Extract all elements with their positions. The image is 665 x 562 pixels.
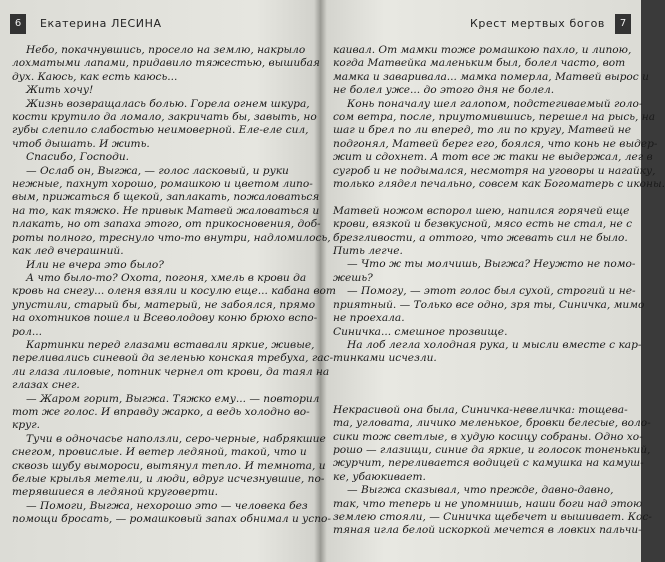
text-line: Тучи в одночасье наползли, серо-черные, набрякшие bbox=[26, 432, 326, 445]
text-line: не проехала. bbox=[333, 312, 405, 325]
text-line: так, что теперь и не упомнишь, наши боги над этою bbox=[333, 497, 643, 510]
text-line: Картинки перед глазами вставали яркие, живые, bbox=[26, 338, 315, 351]
text-line: Пить легче. bbox=[333, 245, 403, 258]
text-line: переливались синевой да зеленью конская требуха, гас- bbox=[12, 352, 334, 365]
text-line: шаг и брел по ли вперед, то ли по кругу, Матвей не bbox=[333, 124, 632, 137]
text-line: землею стояли, — Синичка щебечет и вышивает. Кос- bbox=[333, 510, 652, 523]
text-line: сики тож светлые, в худую косицу собраны. Одно хо- bbox=[333, 430, 643, 443]
text-line: как лед вчерашний. bbox=[12, 245, 124, 258]
text-line: упустили, старый бы, матерый, не забоялся, прямо bbox=[12, 298, 316, 311]
text-line: терявшиеся в ледяной круговерти. bbox=[12, 486, 218, 499]
text-line: ке, убаюкивает. bbox=[333, 470, 426, 483]
text-line: жит и сдохнет. А тот все ж таки не выдержал, лег в bbox=[333, 151, 653, 164]
text-line: мамка и заваривала... мамка померла, Матвей вырос и bbox=[333, 70, 649, 83]
text-line: кровь на снегу... оленя взяли и косулю еще... кабана вот bbox=[12, 285, 336, 298]
text-line: чтоб дышать. И жить. bbox=[12, 137, 150, 150]
left-page-text bbox=[12, 44, 336, 562]
paragraph-gap bbox=[333, 366, 629, 404]
right-page-header bbox=[335, 14, 631, 34]
text-line: та, угловата, личико меленькое, бровки белесые, воло- bbox=[333, 417, 651, 430]
text-line: — Помоги, Выгжа, нехорошо это — человека без bbox=[26, 499, 308, 512]
running-head-title: Крест мертвых богов bbox=[469, 17, 605, 30]
text-line: плакать, но от запаха этого, от прикосновения, доб- bbox=[12, 218, 321, 231]
text-line: сом ветра, после, приутомившись, перешел на рысь, на bbox=[333, 111, 656, 124]
page-number: 7 bbox=[615, 14, 631, 34]
text-line: брезгливости, а оттого, что жевать сил не было. bbox=[333, 231, 628, 244]
text-line: сквозь шубу вымороси, вытянул тепло. И темнота, и bbox=[12, 459, 326, 472]
text-line: нежные, пахнут хорошо, ромашкою и цветом липо- bbox=[12, 178, 313, 191]
text-line: приятный. — Только все одно, зря ты, Синичка, мимо bbox=[333, 298, 645, 311]
text-line: сугроб и не подымался, несмотря на уговоры и нагайку, bbox=[333, 164, 656, 177]
text-line: роты полного, треснуло что-то внутри, надломилось, bbox=[12, 231, 331, 244]
text-line: ли глаза лиловые, потник чернел от крови, да таял на bbox=[12, 365, 330, 378]
text-line: жешь? bbox=[333, 271, 373, 284]
right-page-text bbox=[333, 44, 665, 562]
text-line: — Выгжа сказывал, что прежде, давно-давно, bbox=[347, 484, 614, 497]
text-line: помощи бросать, — ромашковый запах обнимал и успо- bbox=[12, 513, 332, 526]
text-line: губы слепило слабостью неимоверной. Еле-еле сил, bbox=[12, 124, 309, 137]
text-line: — Ослаб он, Выгжа, — голос ласковый, и руки bbox=[26, 164, 289, 177]
text-line: крови, вязкой и безвкусной, мясо есть не стал, не с bbox=[333, 218, 633, 231]
text-line: — Что ж ты молчишь, Выгжа? Неужто не помо- bbox=[347, 258, 636, 271]
text-line: Жизнь возвращалась болью. Горела огнем шкура, bbox=[26, 97, 310, 110]
text-line: рол... bbox=[12, 325, 43, 338]
paragraph-gap bbox=[333, 191, 629, 204]
text-line: подгонял, Матвей берег его, боялся, что конь не выдер- bbox=[333, 137, 658, 150]
text-line: дух. Каюсь, как есть каюсь... bbox=[12, 70, 178, 83]
right-page bbox=[323, 0, 665, 562]
text-line: Или не вчера это было? bbox=[26, 258, 164, 271]
text-line: журчит, переливается водицей с камушка на камуш- bbox=[333, 457, 644, 470]
page-number: 6 bbox=[10, 14, 26, 34]
text-line: — Жаром горит, Выгжа. Тяжко ему... — повторил bbox=[26, 392, 320, 405]
text-line: когда Матвейка маленьким был, болел часто, вот bbox=[333, 57, 626, 70]
text-line: лохматыми лапами, придавило тяжестью, вышибая bbox=[12, 57, 320, 70]
text-line: А что было-то? Охота, погоня, хмель в крови да bbox=[26, 271, 307, 284]
text-line: на охотников пошел и Всеволодову коню брюхо вспо- bbox=[12, 312, 318, 325]
text-line: вым, прижаться б щекой, заплакать, пожаловаться bbox=[12, 191, 320, 204]
text-line: глазах снег. bbox=[12, 379, 80, 392]
text-line: каивал. От мамки тоже ромашкою пахло, и липою, bbox=[333, 44, 632, 56]
text-line: На лоб легла холодная рука, и мысли вместе с кар- bbox=[347, 338, 642, 351]
text-line: Спасибо, Господи. bbox=[26, 151, 130, 164]
text-line: не болел уже... до этого дня не болел. bbox=[333, 84, 555, 97]
text-line: Конь поначалу шел галопом, подстегиваемый голо- bbox=[347, 97, 643, 110]
text-line: кости крутило да ломало, закричать бы, завыть, но bbox=[12, 111, 317, 124]
text-line: Некрасивой она была, Синичка-невеличка: тощева- bbox=[333, 403, 628, 416]
text-line: белые крылья метели, и люди, вдруг исчезнувшие, по- bbox=[12, 473, 325, 485]
text-line: тинками исчезли. bbox=[333, 352, 437, 365]
text-line: Небо, покачнувшись, просело на землю, накрыло bbox=[26, 44, 306, 56]
left-page-header bbox=[10, 14, 308, 34]
text-line: Жить хочу! bbox=[26, 84, 94, 97]
text-line: рошо — глазищи, синие да яркие, и голосок тоненький, bbox=[333, 443, 651, 456]
text-line: Матвей ножом вспорол шею, напился горячей еще bbox=[333, 204, 630, 217]
text-line: Синичка... смешное прозвище. bbox=[333, 325, 508, 338]
text-line: круг. bbox=[12, 419, 40, 432]
text-line: тяная игла белой искоркой мечется в ловких пальчи- bbox=[333, 524, 642, 537]
running-head-author: Екатерина ЛЕСИНА bbox=[40, 17, 162, 30]
text-line: на то, как тяжко. Не привык Матвей жаловаться и bbox=[12, 204, 320, 217]
text-line: — Помогу, — этот голос был сухой, строгий и не- bbox=[347, 285, 636, 298]
text-line: только глядел печально, совсем как Богоматерь с иконы. bbox=[333, 178, 665, 191]
text-line: снегом, провислые. И ветер ледяной, такой, что и bbox=[12, 446, 307, 459]
text-line: тот же голос. И вправду жарко, а ведь холодно во- bbox=[12, 405, 310, 418]
